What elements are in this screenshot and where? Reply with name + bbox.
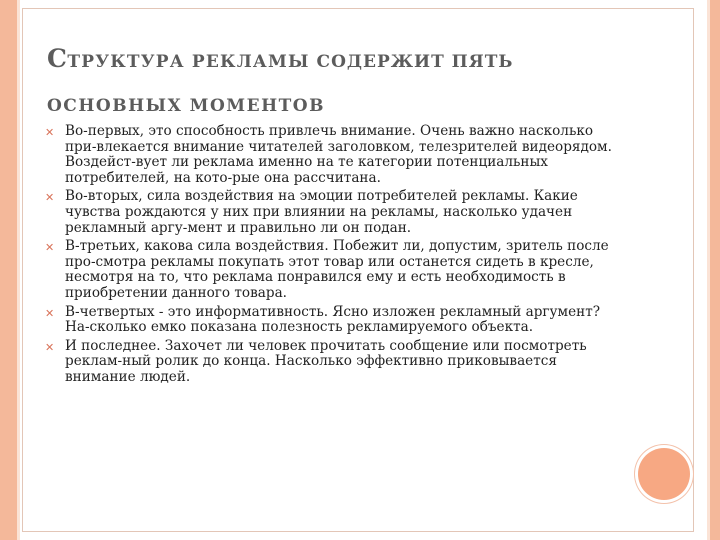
right-accent-stripe (707, 0, 710, 540)
left-accent-stripe (17, 0, 20, 540)
x-mark-icon: ✕ (45, 191, 55, 205)
bullet-text: И последнее. Захочет ли человек прочитать сообщение или посмотреть реклам-ный ролик до конца. Насколько эффективно приковывается внимание людей. (65, 337, 587, 385)
title-second-part: СОДЕРЖИТ ПЯТЬ (309, 52, 514, 72)
x-mark-icon: ✕ (45, 340, 55, 354)
list-item (45, 305, 625, 336)
title-first-part: ТРУКТУРА РЕКЛАМЫ (67, 52, 310, 72)
bullet-list (45, 124, 625, 389)
bullet-text: В-четвертых - это информативность. Ясно изложен рекламный аргумент? На-сколько емко показана полезность рекламируемого объекта. (65, 303, 601, 336)
bullet-text: Во-первых, это способность привлечь внимание. Очень важно насколько при-влекается внимание читателей заголовком, телезрителей видеорядом. Воздейст-вует ли реклама именно на те категории потенциальных потребителей, на кото-рые она рассчитана. (65, 123, 612, 186)
bullet-text: Во-вторых, сила воздействия на эмоции потребителей рекламы. Какие чувства рождаются у них при влиянии на рекламы, насколько удачен рекламный аргу-мент и правильно ли он подан. (65, 188, 578, 236)
x-mark-icon: ✕ (45, 126, 55, 139)
title-initial: С (47, 44, 68, 73)
x-mark-icon: ✕ (45, 241, 55, 255)
title-line-2: ОСНОВНЫХ МОМЕНТОВ (47, 96, 325, 116)
x-mark-icon: ✕ (45, 306, 55, 320)
decorative-circle (638, 448, 690, 500)
list-item (45, 189, 625, 236)
slide-title (47, 36, 647, 126)
bullet-text: В-третьих, какова сила воздействия. Побежит ли, допустим, зритель после про-смотра рекламы покупать этот товар или останется сидеть в кресле, несмотря на то, что реклама понравился ему и есть необходимость в приобретении данного товара. (65, 238, 609, 301)
list-item (45, 339, 625, 386)
right-accent-band (710, 0, 720, 540)
title-line-1 (47, 36, 647, 82)
list-item (45, 124, 625, 186)
list-item (45, 239, 625, 301)
left-accent-band (0, 0, 17, 540)
